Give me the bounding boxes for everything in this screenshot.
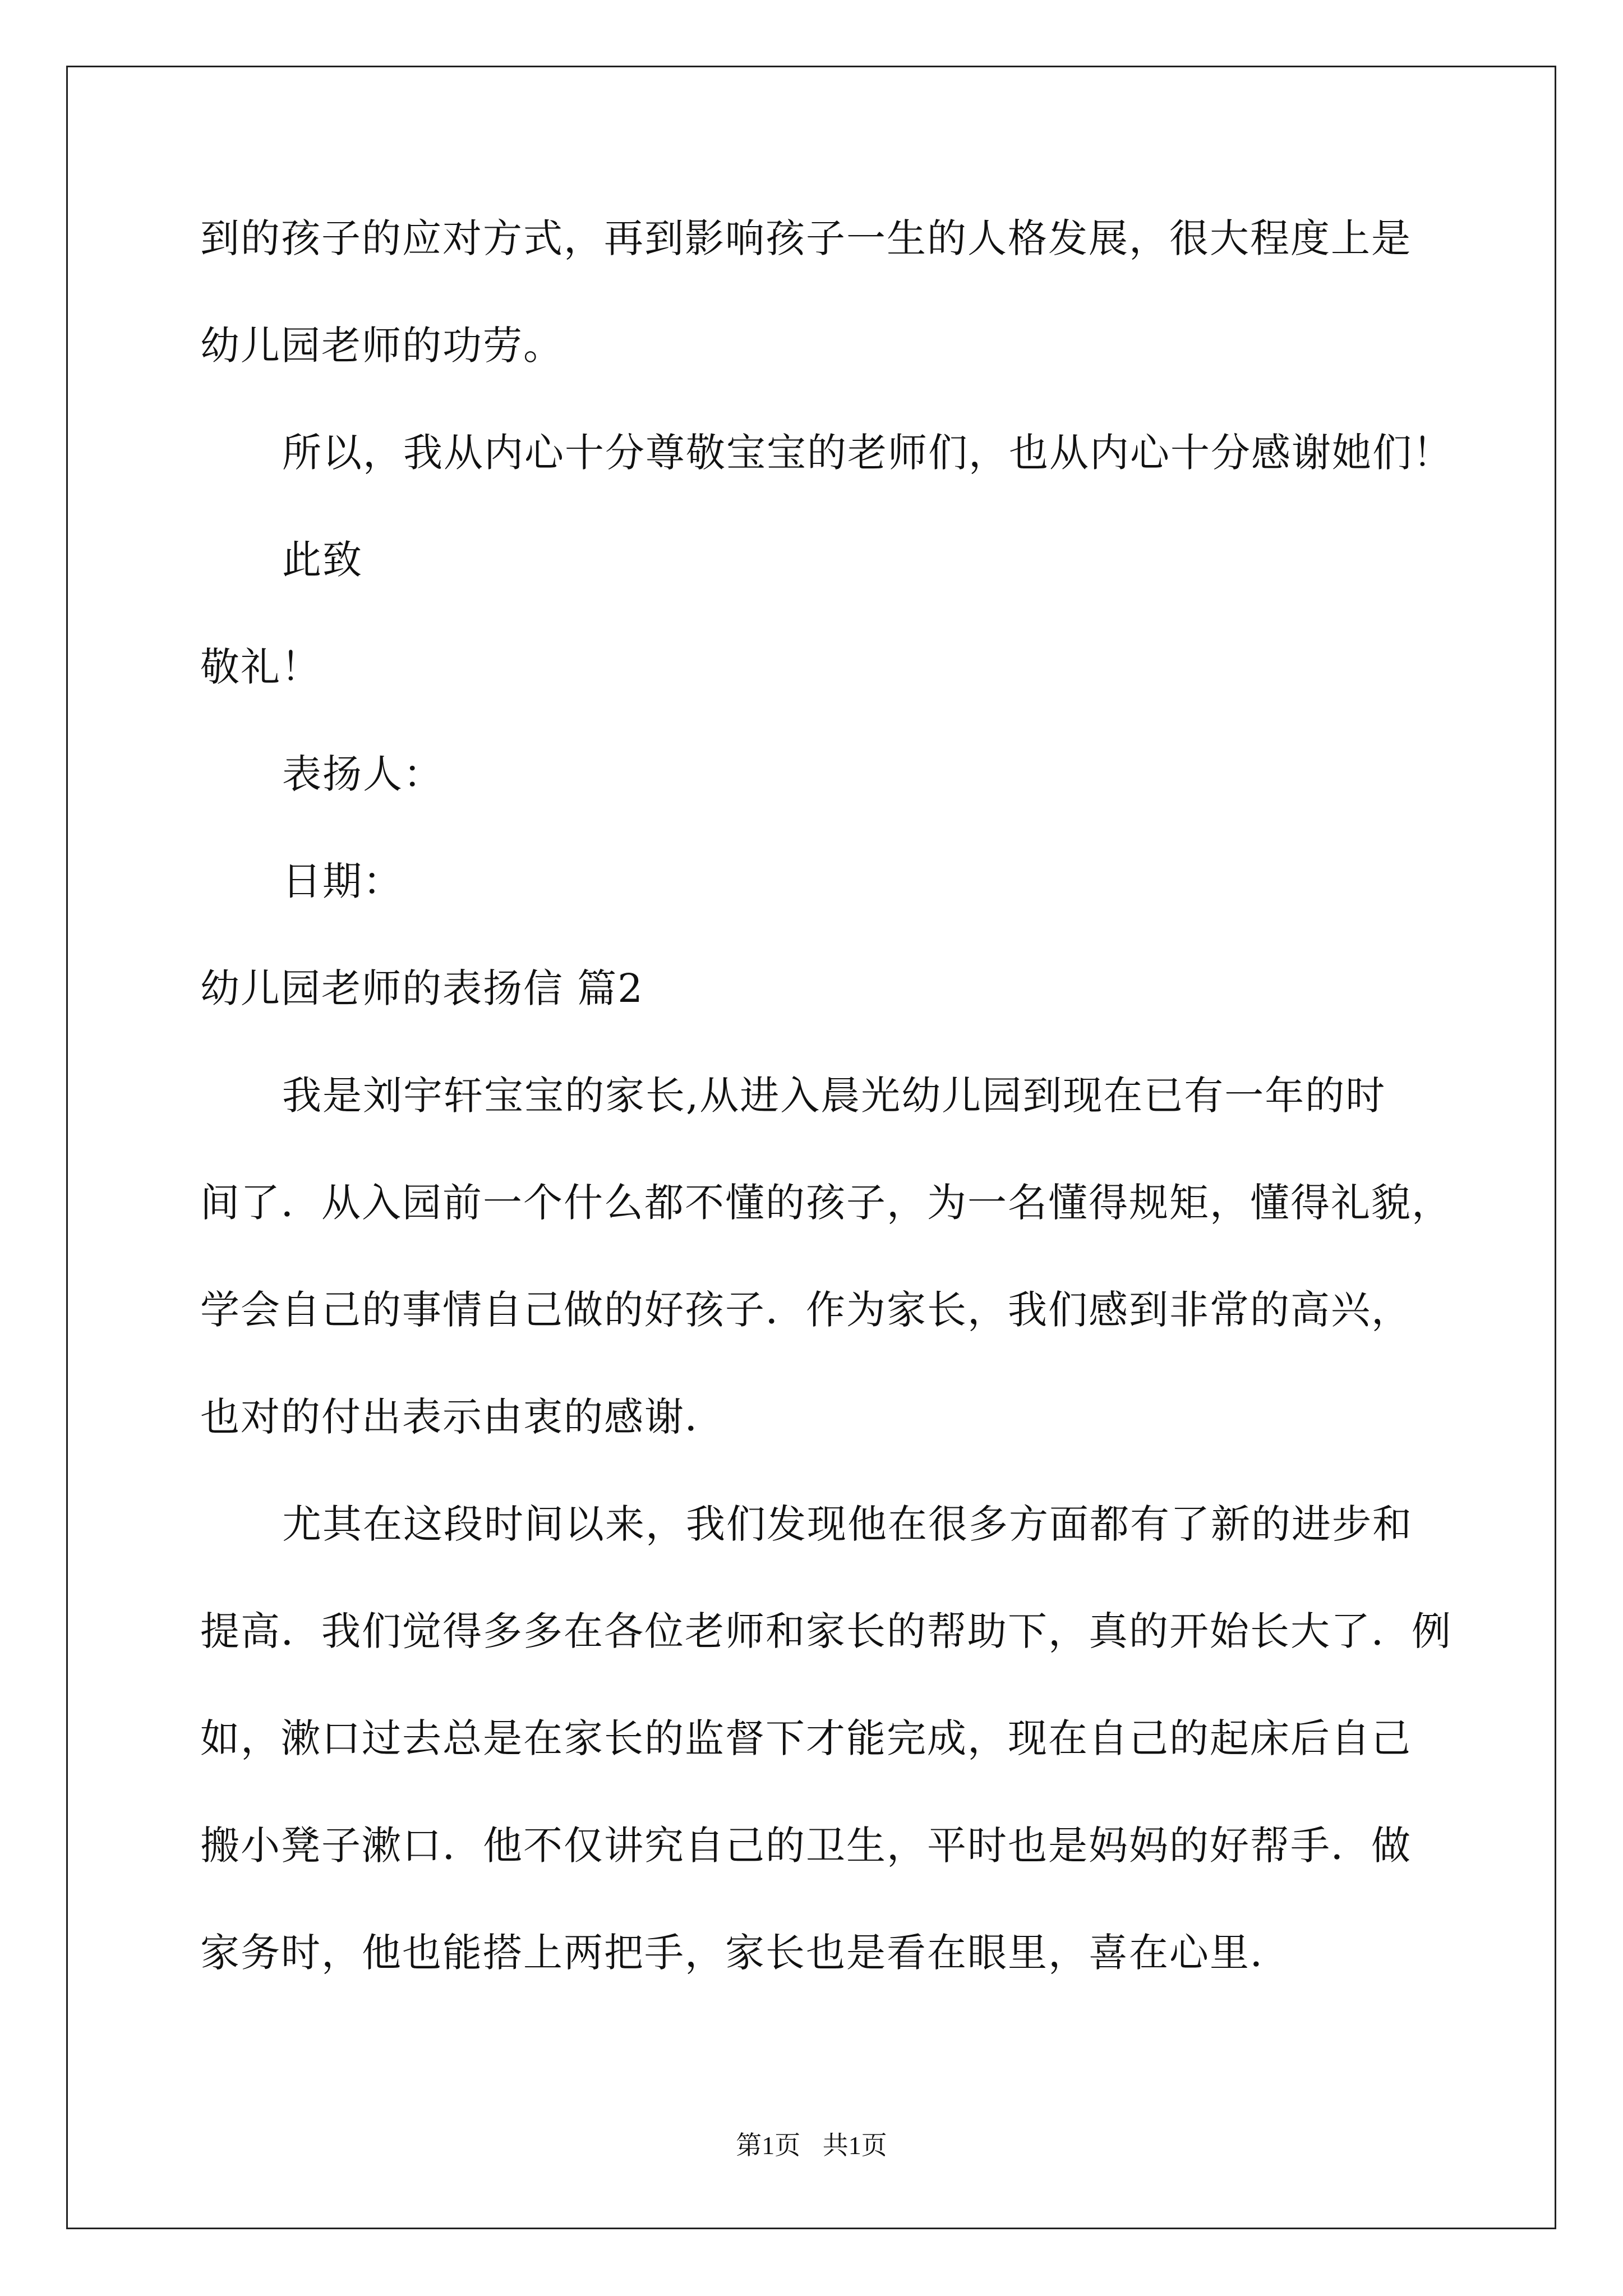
- text-line: 尤其在这段时间以来，我们发现他在很多方面都有了新的进步和: [282, 1501, 1413, 1547]
- text-line: 如，漱口过去总是在家长的监督下才能完成，现在自己的起床后自己: [200, 1715, 1412, 1761]
- text-line: 到的孩子的应对方式，再到影响孩子一生的人格发展，很大程度上是: [200, 215, 1412, 261]
- signature-label: 表扬人：: [282, 751, 444, 797]
- text-line: 家务时，他也能搭上两把手，家长也是看在眼里，喜在心里．: [200, 1930, 1290, 1976]
- closing-salutation: 此致: [282, 537, 363, 583]
- text-line: 间了．从入园前一个什么都不懂的孩子，为一名懂得规矩，懂得礼貌，: [200, 1180, 1452, 1226]
- text-line: 我是刘宇轩宝宝的家长,从进入晨光幼儿园到现在已有一年的时: [282, 1073, 1386, 1119]
- closing-respect: 敬礼！: [200, 644, 321, 690]
- text-line: 幼儿园老师的功劳。: [200, 323, 564, 369]
- date-label: 日期：: [282, 858, 403, 904]
- text-line: 搬小凳子漱口．他不仅讲究自己的卫生，平时也是妈妈的好帮手．做: [200, 1823, 1412, 1869]
- text-line: 也对的付出表示由衷的感谢．: [200, 1394, 725, 1440]
- page-number-total: 共1页: [822, 2131, 887, 2160]
- text-line: 学会自己的事情自己做的好孩子．作为家长，我们感到非常的高兴，: [200, 1287, 1412, 1333]
- text-line: 所以，我从内心十分尊敬宝宝的老师们，也从内心十分感谢她们！: [282, 430, 1453, 476]
- section-heading: 幼儿园老师的表扬信 篇2: [200, 965, 644, 1011]
- text-line: 提高．我们觉得多多在各位老师和家长的帮助下，真的开始长大了．例: [200, 1608, 1452, 1654]
- page-number-current: 第1页: [736, 2131, 801, 2160]
- page-footer: [0, 2129, 1623, 2162]
- page-border: [66, 66, 1556, 2229]
